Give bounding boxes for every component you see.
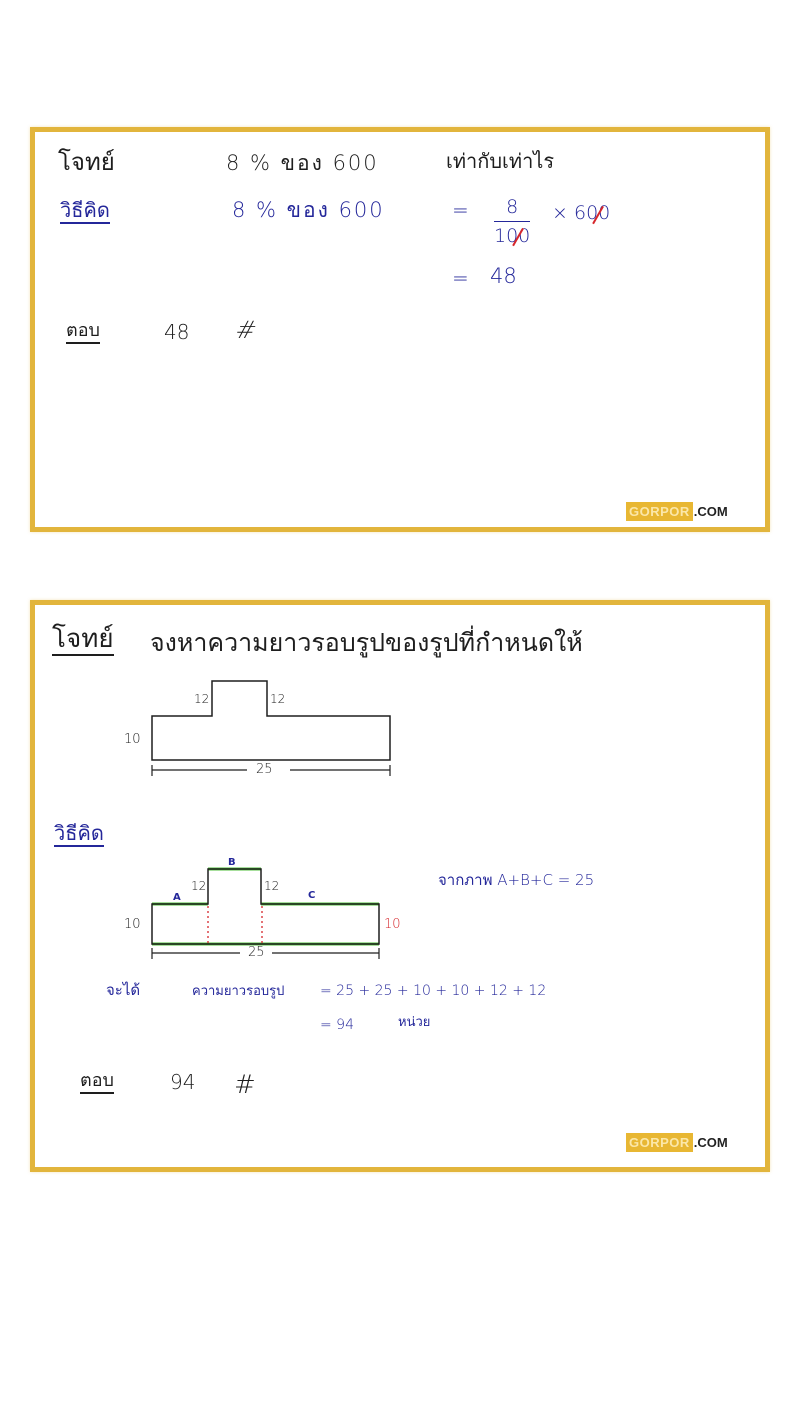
question-tail: เท่ากับเท่าไร bbox=[446, 149, 555, 173]
dimension-height-right: 10 bbox=[384, 917, 401, 932]
perimeter-expression: = 25 + 25 + 10 + 10 + 12 + 12 bbox=[320, 983, 547, 999]
equals-sign: = bbox=[452, 198, 469, 222]
method-label: วิธีคิด bbox=[60, 198, 110, 222]
logo-brand: GORPOR bbox=[626, 502, 693, 521]
dimension-tab-right: 12 bbox=[264, 879, 280, 893]
dimension-width: 25 bbox=[256, 762, 273, 777]
dimension-height: 10 bbox=[124, 732, 141, 747]
dimension-tab-left: 12 bbox=[191, 879, 207, 893]
perimeter-label: ความยาวรอบรูป bbox=[192, 984, 285, 999]
question-expression: 8 % ของ 600 bbox=[226, 151, 379, 175]
note-text: จากภาพ A+B+C = 25 bbox=[438, 871, 595, 889]
logo bbox=[626, 1133, 728, 1151]
hash-mark: # bbox=[232, 316, 260, 344]
result-value: 48 bbox=[490, 264, 517, 288]
segment-label-c: C bbox=[308, 890, 316, 901]
unit-label: หน่วย bbox=[398, 1015, 431, 1030]
answer-value: 94 bbox=[170, 1070, 196, 1094]
equals-sign: = bbox=[452, 266, 469, 290]
cancelled-zeros: 00 bbox=[506, 225, 531, 247]
question-label: โจทย์ bbox=[52, 624, 114, 654]
logo-brand: GORPOR bbox=[626, 1133, 693, 1152]
derive-label: จะได้ bbox=[106, 981, 141, 999]
perimeter-result: = 94 bbox=[320, 1017, 354, 1033]
question-label: โจทย์ bbox=[58, 148, 115, 176]
logo-suffix: .COM bbox=[693, 503, 728, 519]
dimension-tab-left: 12 bbox=[194, 692, 210, 706]
method-expression: 8 % ของ 600 bbox=[232, 198, 385, 222]
dimension-width: 25 bbox=[248, 945, 265, 960]
answer-value: 48 bbox=[164, 320, 190, 344]
answer-label: ตอบ bbox=[66, 322, 100, 344]
dimension-tab-right: 12 bbox=[270, 692, 286, 706]
answer-label: ตอบ bbox=[80, 1072, 114, 1094]
segment-label-b: B bbox=[228, 857, 236, 868]
method-label: วิธีคิด bbox=[54, 821, 104, 845]
cancelled-zeros: 00 bbox=[586, 202, 611, 224]
hash-mark: # bbox=[234, 1070, 256, 1100]
fraction-numerator: 8 bbox=[494, 196, 530, 222]
multiply-digit: × 6 bbox=[552, 202, 587, 224]
logo-suffix: .COM bbox=[693, 1134, 728, 1150]
denominator-digit: 1 bbox=[494, 225, 507, 247]
question-text: จงหาความยาวรอบรูปของรูปที่กำหนดให้ bbox=[150, 628, 583, 657]
dimension-height-left: 10 bbox=[124, 917, 141, 932]
segment-label-a: A bbox=[173, 892, 181, 903]
